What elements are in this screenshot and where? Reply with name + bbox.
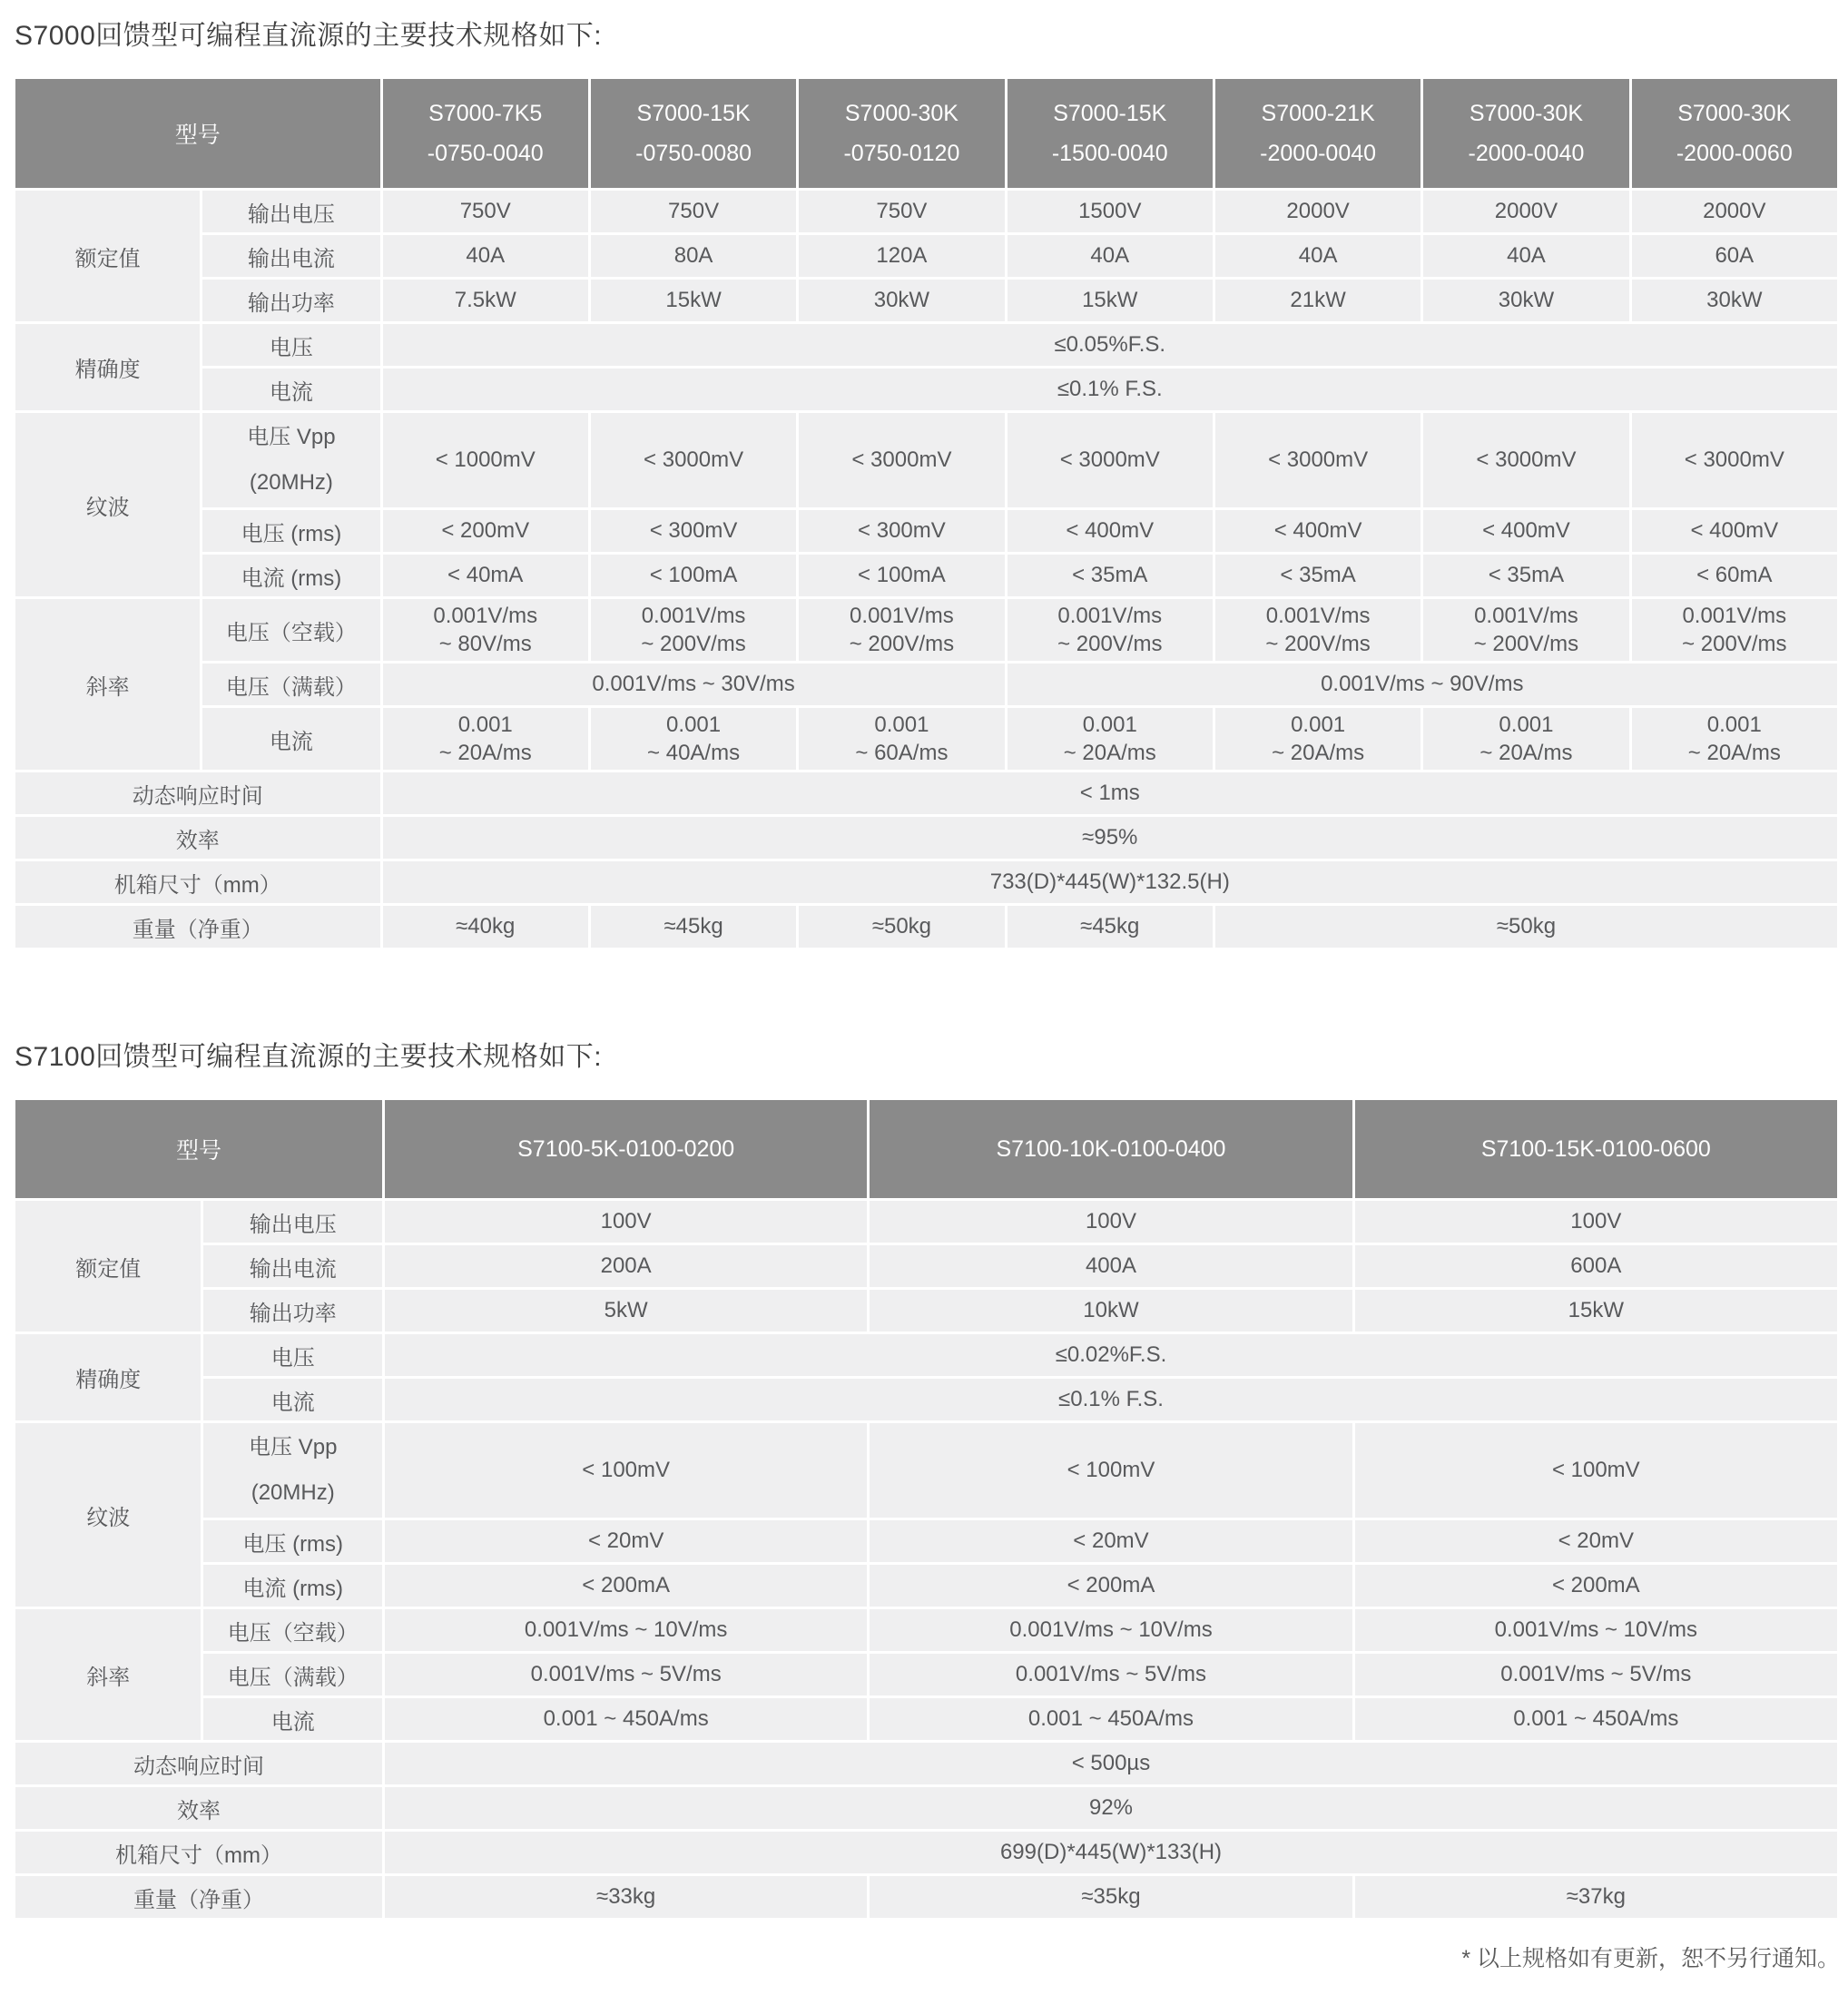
t1-output-power-3: 30kW — [799, 280, 1004, 321]
t2-output-voltage-2: 100V — [870, 1201, 1352, 1243]
t1-weight-4: ≈45kg — [1008, 906, 1213, 948]
t1-slew-fullload-span1: 0.001V/ms ~ 30V/ms — [383, 663, 1005, 705]
t2-dynamic-label: 动态响应时间 — [15, 1743, 382, 1784]
t1-ripple-vpp-2: < 3000mV — [591, 413, 796, 507]
t1-model-col-1: S7000-7K5 -0750-0040 — [383, 79, 588, 188]
t1-ripple-irms-1: < 40mA — [383, 555, 588, 596]
t1-output-voltage-6: 2000V — [1423, 191, 1628, 232]
t1-ripple-vrms-4: < 400mV — [1008, 510, 1213, 552]
t1-output-voltage-2: 750V — [591, 191, 796, 232]
s7000-section-title: S7000回馈型可编程直流源的主要技术规格如下: — [15, 21, 603, 51]
t2-output-voltage-1: 100V — [385, 1201, 867, 1243]
t1-accuracy-current-row — [15, 369, 1837, 410]
t1-ripple-vpp-label: 电压 Vpp (20MHz) — [202, 413, 379, 507]
t1-slew-noload-6: 0.001V/ms ~ 200V/ms — [1423, 599, 1628, 661]
t1-output-power-5: 21kW — [1215, 280, 1420, 321]
t1-slew-current-3: 0.001 ~ 60A/ms — [799, 708, 1004, 770]
t1-output-current-label: 输出电流 — [202, 235, 379, 277]
t2-weight-3: ≈37kg — [1355, 1876, 1837, 1918]
t1-ripple-vpp-6: < 3000mV — [1423, 413, 1628, 507]
s7100-spec-table — [13, 1097, 1840, 1921]
s7000-spec-table — [13, 76, 1840, 950]
t1-model-col-4: S7000-15K -1500-0040 — [1008, 79, 1213, 188]
t1-header-row — [15, 79, 1837, 188]
t1-weight-label: 重量（净重） — [15, 906, 380, 948]
t2-rated-current-row — [15, 1245, 1837, 1287]
t2-rated-group-label: 额定值 — [15, 1201, 201, 1332]
t2-dimensions-label: 机箱尺寸（mm） — [15, 1832, 382, 1873]
t1-output-current-1: 40A — [383, 235, 588, 277]
t1-slew-current-4: 0.001 ~ 20A/ms — [1008, 708, 1213, 770]
t2-ripple-irms-2: < 200mA — [870, 1565, 1352, 1607]
t2-output-current-label: 输出电流 — [203, 1245, 382, 1287]
t2-weight-2: ≈35kg — [870, 1876, 1352, 1918]
t2-slew-group-label: 斜率 — [15, 1609, 201, 1740]
t2-weight-1: ≈33kg — [385, 1876, 867, 1918]
t1-accuracy-current-label: 电流 — [202, 369, 379, 410]
t1-ripple-irms-row — [15, 555, 1837, 596]
t1-slew-noload-row — [15, 599, 1837, 661]
t1-accuracy-voltage-label: 电压 — [202, 324, 379, 366]
t1-slew-noload-2: 0.001V/ms ~ 200V/ms — [591, 599, 796, 661]
t1-weight-1: ≈40kg — [383, 906, 588, 948]
t1-slew-noload-1: 0.001V/ms ~ 80V/ms — [383, 599, 588, 661]
t2-accuracy-group-label: 精确度 — [15, 1334, 201, 1420]
t2-output-current-2: 400A — [870, 1245, 1352, 1287]
t1-slew-noload-label: 电压（空载） — [202, 599, 379, 661]
t1-slew-current-label: 电流 — [202, 708, 379, 770]
t2-dynamic-row — [15, 1743, 1837, 1784]
t2-ripple-vrms-1: < 20mV — [385, 1520, 867, 1562]
t1-output-voltage-5: 2000V — [1215, 191, 1420, 232]
t1-accuracy-group-label: 精确度 — [15, 324, 200, 410]
t2-model-col-3: S7100-15K-0100-0600 — [1355, 1100, 1837, 1198]
t2-output-power-3: 15kW — [1355, 1290, 1837, 1332]
t1-ripple-group-label: 纹波 — [15, 413, 200, 596]
t1-rated-current-row — [15, 235, 1837, 277]
t2-dimensions-value: 699(D)*445(W)*133(H) — [385, 1832, 1837, 1873]
t2-slew-fullload-1: 0.001V/ms ~ 5V/ms — [385, 1654, 867, 1695]
t2-output-power-2: 10kW — [870, 1290, 1352, 1332]
t2-efficiency-row — [15, 1787, 1837, 1829]
t2-header-row — [15, 1100, 1837, 1198]
t2-accuracy-voltage-row — [15, 1334, 1837, 1376]
t1-output-voltage-1: 750V — [383, 191, 588, 232]
t2-output-current-1: 200A — [385, 1245, 867, 1287]
t1-accuracy-voltage-value: ≤0.05%F.S. — [383, 324, 1837, 366]
t1-weight-3: ≈50kg — [799, 906, 1004, 948]
t2-slew-noload-label: 电压（空载） — [203, 1609, 382, 1651]
t1-output-power-4: 15kW — [1008, 280, 1213, 321]
t1-ripple-vrms-label: 电压 (rms) — [202, 510, 379, 552]
t1-slew-noload-4: 0.001V/ms ~ 200V/ms — [1008, 599, 1213, 661]
t1-model-header: 型号 — [15, 79, 380, 188]
t2-slew-fullload-row — [15, 1654, 1837, 1695]
t2-output-voltage-3: 100V — [1355, 1201, 1837, 1243]
t1-rated-group-label: 额定值 — [15, 191, 200, 321]
t1-slew-current-2: 0.001 ~ 40A/ms — [591, 708, 796, 770]
t1-slew-group-label: 斜率 — [15, 599, 200, 770]
t1-rated-voltage-row — [15, 191, 1837, 232]
t1-output-power-1: 7.5kW — [383, 280, 588, 321]
t1-efficiency-row — [15, 817, 1837, 859]
t1-weight-merged: ≈50kg — [1215, 906, 1837, 948]
t2-ripple-vrms-2: < 20mV — [870, 1520, 1352, 1562]
t1-slew-fullload-span2: 0.001V/ms ~ 90V/ms — [1008, 663, 1837, 705]
t2-accuracy-current-row — [15, 1379, 1837, 1420]
t2-slew-noload-1: 0.001V/ms ~ 10V/ms — [385, 1609, 867, 1651]
t1-slew-current-7: 0.001 ~ 20A/ms — [1632, 708, 1837, 770]
t1-output-power-2: 15kW — [591, 280, 796, 321]
t2-output-power-1: 5kW — [385, 1290, 867, 1332]
t1-model-col-3: S7000-30K -0750-0120 — [799, 79, 1004, 188]
t1-dimensions-label: 机箱尺寸（mm） — [15, 861, 380, 903]
t2-slew-current-2: 0.001 ~ 450A/ms — [870, 1698, 1352, 1740]
t1-slew-fullload-label: 电压（满载） — [202, 663, 379, 705]
t1-ripple-vpp-3: < 3000mV — [799, 413, 1004, 507]
t1-slew-fullload-row — [15, 663, 1837, 705]
t2-output-current-3: 600A — [1355, 1245, 1837, 1287]
t1-ripple-vrms-1: < 200mV — [383, 510, 588, 552]
t1-ripple-irms-2: < 100mA — [591, 555, 796, 596]
t2-output-power-label: 输出功率 — [203, 1290, 382, 1332]
t1-output-current-3: 120A — [799, 235, 1004, 277]
t2-slew-noload-row — [15, 1609, 1837, 1651]
t2-ripple-irms-3: < 200mA — [1355, 1565, 1837, 1607]
t1-output-power-6: 30kW — [1423, 280, 1628, 321]
t1-slew-noload-3: 0.001V/ms ~ 200V/ms — [799, 599, 1004, 661]
t2-slew-noload-3: 0.001V/ms ~ 10V/ms — [1355, 1609, 1837, 1651]
t2-ripple-vpp-label: 电压 Vpp (20MHz) — [203, 1423, 382, 1518]
t2-model-col-1: S7100-5K-0100-0200 — [385, 1100, 867, 1198]
t1-weight-row — [15, 906, 1837, 948]
t1-dimensions-value: 733(D)*445(W)*132.5(H) — [383, 861, 1837, 903]
t1-slew-current-6: 0.001 ~ 20A/ms — [1423, 708, 1628, 770]
t1-output-voltage-7: 2000V — [1632, 191, 1837, 232]
t1-ripple-vrms-5: < 400mV — [1215, 510, 1420, 552]
t2-slew-fullload-label: 电压（满载） — [203, 1654, 382, 1695]
t2-slew-noload-2: 0.001V/ms ~ 10V/ms — [870, 1609, 1352, 1651]
t1-output-current-6: 40A — [1423, 235, 1628, 277]
t2-slew-fullload-3: 0.001V/ms ~ 5V/ms — [1355, 1654, 1837, 1695]
t1-output-power-label: 输出功率 — [202, 280, 379, 321]
t1-dynamic-row — [15, 772, 1837, 814]
t2-slew-fullload-2: 0.001V/ms ~ 5V/ms — [870, 1654, 1352, 1695]
t1-dynamic-value: < 1ms — [383, 772, 1837, 814]
t2-model-col-2: S7100-10K-0100-0400 — [870, 1100, 1352, 1198]
t1-ripple-vpp-1: < 1000mV — [383, 413, 588, 507]
t1-model-col-5: S7000-21K -2000-0040 — [1215, 79, 1420, 188]
t2-output-voltage-label: 输出电压 — [203, 1201, 382, 1243]
t2-slew-current-label: 电流 — [203, 1698, 382, 1740]
t2-ripple-vpp-3: < 100mV — [1355, 1423, 1837, 1518]
t1-ripple-vrms-3: < 300mV — [799, 510, 1004, 552]
t1-ripple-irms-5: < 35mA — [1215, 555, 1420, 596]
t2-slew-current-row — [15, 1698, 1837, 1740]
t1-output-voltage-label: 输出电压 — [202, 191, 379, 232]
t1-efficiency-label: 效率 — [15, 817, 380, 859]
update-notice-footnote: * 以上规格如有更新，恕不另行通知。 — [1461, 1946, 1840, 1971]
t2-ripple-vrms-row — [15, 1520, 1837, 1562]
t1-slew-current-1: 0.001 ~ 20A/ms — [383, 708, 588, 770]
t2-ripple-vrms-3: < 20mV — [1355, 1520, 1837, 1562]
t2-weight-row — [15, 1876, 1837, 1918]
t2-efficiency-value: 92% — [385, 1787, 1837, 1829]
t2-rated-power-row — [15, 1290, 1837, 1332]
t1-ripple-irms-4: < 35mA — [1008, 555, 1213, 596]
t2-ripple-group-label: 纹波 — [15, 1423, 201, 1607]
t1-accuracy-current-value: ≤0.1% F.S. — [383, 369, 1837, 410]
t1-slew-current-row — [15, 708, 1837, 770]
t2-weight-label: 重量（净重） — [15, 1876, 382, 1918]
t1-ripple-vrms-row — [15, 510, 1837, 552]
t1-ripple-vpp-7: < 3000mV — [1632, 413, 1837, 507]
t1-ripple-vrms-2: < 300mV — [591, 510, 796, 552]
t2-ripple-vpp-row — [15, 1423, 1837, 1518]
t1-slew-noload-5: 0.001V/ms ~ 200V/ms — [1215, 599, 1420, 661]
t1-ripple-irms-label: 电流 (rms) — [202, 555, 379, 596]
t1-weight-2: ≈45kg — [591, 906, 796, 948]
t2-model-header: 型号 — [15, 1100, 382, 1198]
t2-accuracy-voltage-label: 电压 — [203, 1334, 382, 1376]
t2-accuracy-current-label: 电流 — [203, 1379, 382, 1420]
t1-dimensions-row — [15, 861, 1837, 903]
s7100-section-title: S7100回馈型可编程直流源的主要技术规格如下: — [15, 1042, 603, 1072]
t1-ripple-irms-7: < 60mA — [1632, 555, 1837, 596]
t1-output-voltage-4: 1500V — [1008, 191, 1213, 232]
t2-ripple-irms-1: < 200mA — [385, 1565, 867, 1607]
t2-efficiency-label: 效率 — [15, 1787, 382, 1829]
t2-ripple-vpp-1: < 100mV — [385, 1423, 867, 1518]
t1-ripple-vrms-7: < 400mV — [1632, 510, 1837, 552]
t1-slew-current-5: 0.001 ~ 20A/ms — [1215, 708, 1420, 770]
t1-slew-noload-7: 0.001V/ms ~ 200V/ms — [1632, 599, 1837, 661]
t1-output-current-7: 60A — [1632, 235, 1837, 277]
t1-accuracy-voltage-row — [15, 324, 1837, 366]
t2-accuracy-current-value: ≤0.1% F.S. — [385, 1379, 1837, 1420]
t2-ripple-vrms-label: 电压 (rms) — [203, 1520, 382, 1562]
t1-model-col-6: S7000-30K -2000-0040 — [1423, 79, 1628, 188]
t1-efficiency-value: ≈95% — [383, 817, 1837, 859]
t1-output-current-4: 40A — [1008, 235, 1213, 277]
t1-output-current-5: 40A — [1215, 235, 1420, 277]
t1-model-col-7: S7000-30K -2000-0060 — [1632, 79, 1837, 188]
t2-ripple-irms-row — [15, 1565, 1837, 1607]
t2-dynamic-value: < 500µs — [385, 1743, 1837, 1784]
t1-ripple-vpp-4: < 3000mV — [1008, 413, 1213, 507]
t1-model-col-2: S7000-15K -0750-0080 — [591, 79, 796, 188]
t1-output-voltage-3: 750V — [799, 191, 1004, 232]
t2-dimensions-row — [15, 1832, 1837, 1873]
t1-ripple-irms-3: < 100mA — [799, 555, 1004, 596]
t1-output-power-7: 30kW — [1632, 280, 1837, 321]
t1-dynamic-label: 动态响应时间 — [15, 772, 380, 814]
t2-slew-current-3: 0.001 ~ 450A/ms — [1355, 1698, 1837, 1740]
t1-output-current-2: 80A — [591, 235, 796, 277]
t1-ripple-vpp-5: < 3000mV — [1215, 413, 1420, 507]
t2-accuracy-voltage-value: ≤0.02%F.S. — [385, 1334, 1837, 1376]
t1-ripple-irms-6: < 35mA — [1423, 555, 1628, 596]
t2-rated-voltage-row — [15, 1201, 1837, 1243]
t2-ripple-irms-label: 电流 (rms) — [203, 1565, 382, 1607]
t2-slew-current-1: 0.001 ~ 450A/ms — [385, 1698, 867, 1740]
t1-ripple-vpp-row — [15, 413, 1837, 507]
t1-ripple-vrms-6: < 400mV — [1423, 510, 1628, 552]
t2-ripple-vpp-2: < 100mV — [870, 1423, 1352, 1518]
t1-rated-power-row — [15, 280, 1837, 321]
